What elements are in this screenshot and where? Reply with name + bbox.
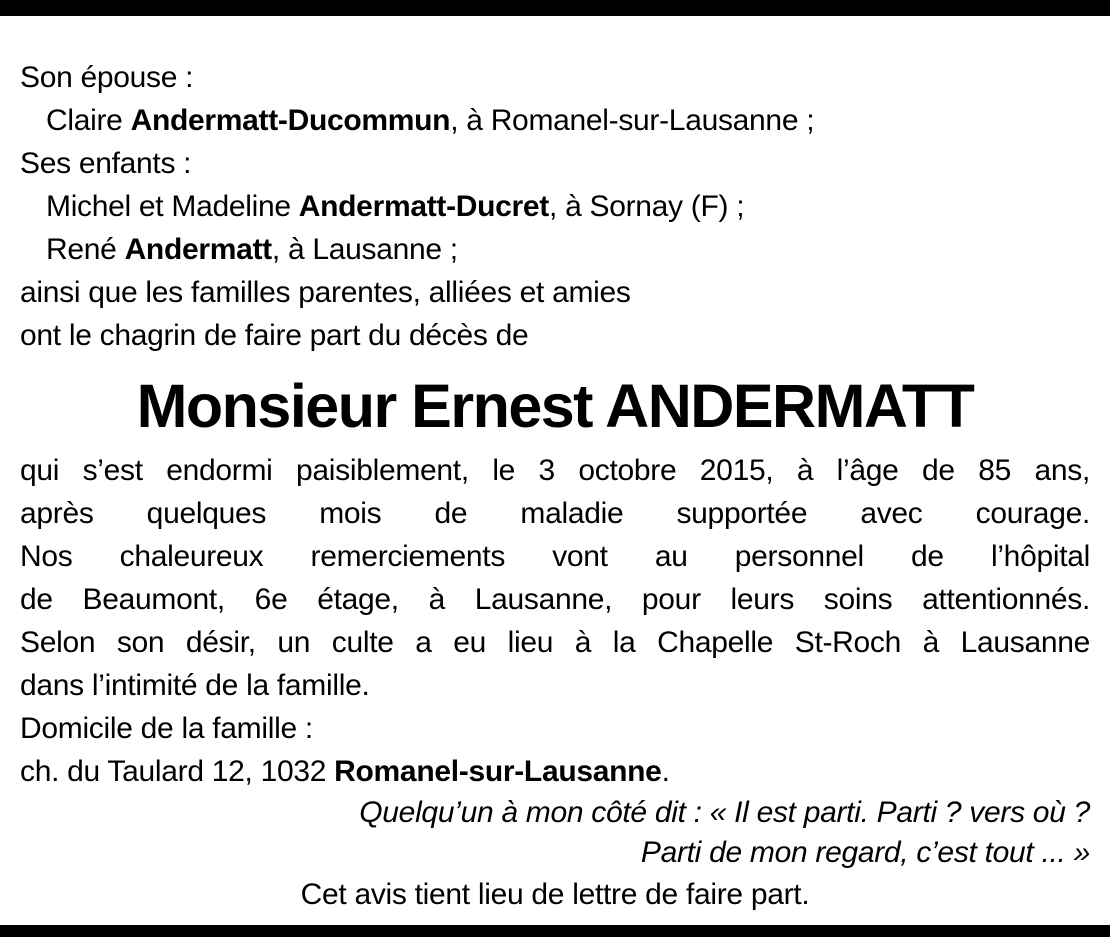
quote-line-1: Quelqu’un à mon côté dit : « Il est parti. Parti ? vers où ? (359, 796, 1090, 829)
relative-line (20, 314, 1090, 357)
quote-line-2: Parti de mon regard, c’est tout ... » (640, 836, 1090, 869)
text-segment: , à Romanel-sur-Lausanne ; (450, 104, 815, 137)
relative-line (20, 271, 1090, 314)
obituary-line: Selon son désir, un culte a eu lieu à la Chapelle St-Roch à Lausanne (20, 626, 1090, 659)
obituary-last-line: dans l’intimité de la famille. (20, 669, 370, 702)
text-segment: . (661, 755, 670, 788)
text-segment: Son épouse : (20, 61, 194, 94)
text-segment: ch. du Taulard 12, 1032 (20, 755, 335, 788)
bottom-border-rule (0, 925, 1110, 937)
family-name-bold: Andermatt-Ducommun (130, 104, 451, 137)
closing-note: Cet avis tient lieu de lettre de faire part. (300, 878, 810, 911)
text-segment: , à Lausanne ; (271, 233, 458, 266)
text-segment: Ses enfants : (20, 147, 192, 180)
top-border-rule (0, 0, 1110, 16)
text-segment: Claire (46, 104, 131, 137)
family-address (20, 750, 1090, 793)
text-segment: ont le chagrin de faire part du décès de (20, 319, 529, 352)
text-segment: René (46, 233, 125, 266)
deceased-name-title: Monsieur Ernest ANDERMATT (136, 372, 974, 440)
obituary-paragraph (20, 449, 1090, 664)
family-name-bold: Romanel-sur-Lausanne (334, 755, 662, 788)
relative-line (20, 99, 1090, 142)
relative-line (20, 228, 1090, 271)
text-segment: , à Sornay (F) ; (549, 190, 745, 223)
text-segment: Michel et Madeline (46, 190, 299, 223)
relative-line (20, 185, 1090, 228)
family-name-bold: Andermatt (124, 233, 272, 266)
domicile-label: Domicile de la famille : (20, 712, 313, 745)
text-segment: ainsi que les familles parentes, alliées et amies (20, 276, 631, 309)
obituary-line: après quelques mois de maladie supportée avec courage. (20, 497, 1090, 530)
relatives-list (20, 56, 1090, 357)
family-name-bold: Andermatt-Ducret (298, 190, 549, 223)
relative-line (20, 56, 1090, 99)
relative-line (20, 142, 1090, 185)
obituary-line: Nos chaleureux remerciements vont au personnel de l’hôpital (20, 540, 1090, 573)
notice-content (0, 16, 1110, 925)
obituary-line: qui s’est endormi paisiblement, le 3 octobre 2015, à l’âge de 85 ans, (20, 454, 1090, 487)
obituary-line: de Beaumont, 6e étage, à Lausanne, pour leurs soins attentionnés. (20, 583, 1090, 616)
